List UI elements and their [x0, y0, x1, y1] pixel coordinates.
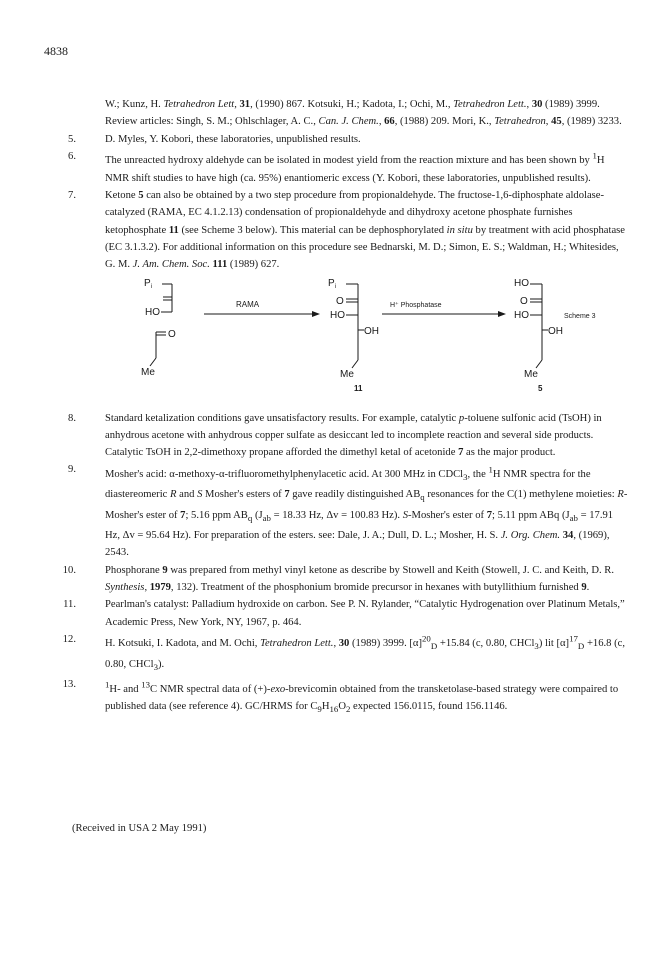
svg-text:Me: Me: [340, 368, 354, 380]
note-number: 6.: [68, 150, 76, 162]
note-number: 7.: [68, 190, 76, 202]
scheme-3-drawing: [50, 278, 630, 400]
note-text: Pearlman's catalyst: Palladium hydroxide on carbon. See P. N. Rylander, “Catalytic Hydrogenation over Platinum Metals,” Academic Press, New York, NY, 1967, p. 464.: [105, 599, 625, 628]
svg-text:HO: HO: [330, 309, 345, 321]
svg-text:Me: Me: [141, 366, 155, 378]
note-text: Phosphorane 9 was prepared from methyl vinyl ketone as describe by Stowell and Keith (Stowell, J. C. and Keith, D. R. Synthesis, 1979, 132). Treatment of the phosphonium bromide precursor in hexanes with butyllithium furnished 9.: [105, 564, 615, 594]
received-date: (Received in USA 2 May 1991): [72, 823, 207, 834]
svg-text:Me: Me: [524, 368, 538, 380]
scheme-3: [50, 278, 630, 400]
svg-text:H⁺ Phosphatase: H⁺ Phosphatase: [390, 301, 442, 309]
note-text: $^1$H- and $^{13}$C NMR spectral data of (+)-exo-brevicomin obtained from the transketolase-based strategy were compaired to published data (see reference 4). GC/HRMS for $C_9H_{16}O_2$ expected 156.0115, found 156.1146.: [105, 679, 619, 715]
svg-text:Pi: $P_i$: [328, 277, 337, 290]
note-number: 5.: [68, 133, 76, 145]
note-number: 13.: [62, 679, 76, 691]
note-item: [50, 596, 630, 631]
svg-text:HO: HO: [514, 309, 529, 321]
svg-text:O: O: [168, 328, 176, 340]
note-number: 12.: [62, 633, 76, 645]
notes-list-b: [50, 410, 630, 719]
note-item: [50, 461, 630, 561]
svg-text:5: 5: [538, 383, 543, 393]
note-text: Mosher's acid: α-methoxy-α-trifluoromethylphenylacetic acid. At 300 MHz in CDCl$_3$, the $^1$H NMR spectra for the diastereomeric R and S Mosher's esters of 7 gave readily distinguished $AB_q$ resonances for the C(1) methylene moieties: R-Mosher's ester of 7; 5.16 ppm $AB_q$ ($J_{ab} = 18.33$ Hz, Δv = 100.83 Hz). S-Mosher's ester of 7; 5.11 ppm ABq ($J_{ab} = 17.91$ Hz, Δv = 95.64 Hz). For preparation of the esters. see: Dale, J. A.; Dull, D. L.; Mosher, H. S. J. Org. Chem. 34, (1969), 2543.: [105, 464, 628, 559]
svg-text:RAMA: RAMA: [236, 299, 260, 309]
note-item: [50, 562, 630, 597]
note-text: The unreacted hydroxy aldehyde can be isolated in modest yield from the reaction mixture and has been shown by $^1$H NMR shift studies to have high (ca. 95%) enantiomeric excess (Y. Kobori, these laboratories, unpublished results).: [105, 150, 605, 184]
note-item: [50, 631, 630, 676]
note-text: H. Kotsuki, I. Kadota, and M. Ochi, Tetrahedron Lett., 30 (1989) 3999. $[\alpha]^{20}_D +15.84$ (c, 0.80, CHCl$_3$) lit $[\alpha]^{17}_D +16.8$ (c, 0.80, CHCl$_3$).: [105, 633, 626, 672]
reaction-arrow-1: [204, 300, 320, 317]
note-item: [50, 676, 630, 718]
note-item: [50, 187, 630, 273]
note-item: [50, 410, 630, 462]
note-number: 9.: [68, 464, 76, 476]
note-number: 10.: [62, 564, 76, 576]
note-item: [50, 148, 630, 187]
note-item: [50, 131, 630, 148]
compound-11: [328, 278, 379, 393]
note-number: 8.: [68, 412, 76, 424]
svg-text:11: 11: [354, 383, 363, 393]
compound-5: [514, 278, 563, 393]
note-text: D. Myles, Y. Kobori, these laboratories, unpublished results.: [105, 133, 361, 145]
notes-section: [50, 96, 630, 719]
svg-text:OH: OH: [548, 325, 563, 337]
page-number: 4838: [44, 44, 68, 58]
reference-continuation: W.; Kunz, H. Tetrahedron Lett, 31, (1990) 867. Kotsuki, H.; Kadota, I.; Ochi, M., Tetrahedron Lett., 30 (1989) 3999. Review articles: Singh, S. M.; Ohlschlager, A. C., Can. J. Chem., 66, (1988) 209. Mori, K., Tetrahedron, 45, (1989) 3233.: [105, 99, 622, 128]
svg-text:Pi: $P_i$: [144, 277, 153, 290]
reaction-arrow-2: [382, 301, 506, 317]
svg-text:O: O: [520, 295, 528, 307]
note-text: Standard ketalization conditions gave unsatisfactory results. For example, catalytic p-toluene sulfonic acid (TsOH) in anhydrous acetone with anhydrous copper sulfate as desiccant led to incomplete reaction and several side products. Catalytic TsOH in 2,2-dimethoxy propane afforded the dimethyl ketal of acetonide 7 as the major product.: [105, 412, 602, 459]
compound-aldehyde-dhap: [141, 278, 176, 378]
svg-text:OH: OH: [364, 325, 379, 337]
note-number: 11.: [63, 599, 76, 611]
notes-list-a: [50, 131, 630, 274]
svg-text:HO: HO: [145, 306, 160, 318]
svg-text:HO: HO: [514, 277, 529, 289]
svg-text:O: O: [336, 295, 344, 307]
note-text: Ketone 5 can also be obtained by a two step procedure from propionaldehyde. The fructose-1,6-diphosphate aldolase-catalyzed (RAMA, EC 4.1.2.13) condensation of propionaldehyde and dihydroxy acetone phosphate furnishes ketophosphate 11 (see Scheme 3 below). This material can be dephosphorylated in situ by treatment with acid phosphatase (EC 3.1.3.2). For additional information on this procedure see Bednarski, M. D.; Simon, E. S.; Waldman, H.; Whitesides, G. M. J. Am. Chem. Soc. 111 (1989) 627.: [105, 190, 625, 271]
scheme-label: Scheme 3: [564, 312, 596, 320]
